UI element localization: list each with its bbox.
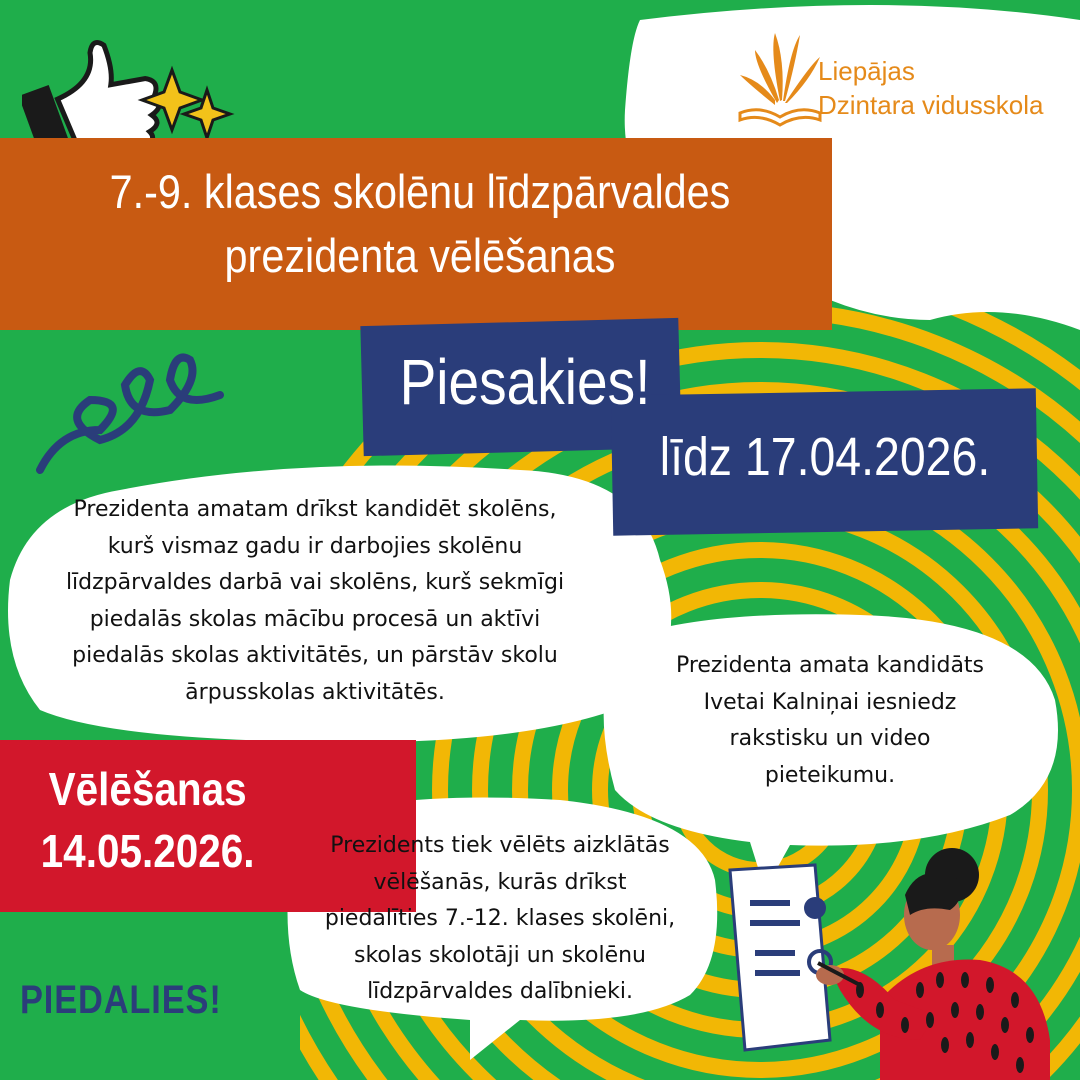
eligibility-line: ārpusskolas aktivitātēs. — [185, 679, 445, 705]
apply-label: Piesakies! — [399, 346, 651, 418]
candidate-line: Prezidenta amata kandidāts — [675, 653, 985, 678]
school-name — [818, 54, 1043, 122]
voting-note — [300, 828, 700, 1011]
candidate-note — [620, 648, 1040, 794]
school-logo-icon — [735, 25, 825, 130]
candidate-line: pieteikumu. — [764, 762, 896, 788]
call-to-action: PIEDALIES! — [20, 978, 222, 1022]
election-date: 14.05.2026. — [40, 825, 255, 877]
candidate-line: rakstisku un video — [729, 726, 931, 751]
candidate-line: Ivetai Kalniņai iesniedz — [703, 689, 957, 715]
eligibility-line: līdzpārvaldes darbā vai skolēns, kurš sekmīgi — [65, 570, 565, 595]
school-name-line2: Dzintara vidusskola — [818, 90, 1044, 120]
eligibility-text — [20, 492, 610, 711]
voting-line: vēlēšanās, kurās drīkst — [373, 869, 627, 895]
eligibility-line: kurš vismaz gadu ir darbojies skolēnu — [107, 533, 523, 559]
eligibility-line: piedalās skolas mācību procesā un aktīvi — [89, 606, 541, 632]
voting-line: Prezidents tiek vēlēts aizklātās — [330, 833, 670, 858]
swirl-doodle — [40, 358, 220, 471]
title-line2: prezidenta vēlēšanas — [224, 229, 616, 282]
voter-illustration-icon — [720, 840, 1060, 1080]
election-info — [20, 758, 275, 882]
eligibility-line: piedalās skolas aktivitātēs, un pārstāv skolu — [72, 643, 558, 668]
page-title — [68, 160, 772, 288]
voting-line: līdzpārvaldes dalībnieki. — [367, 979, 633, 1004]
voting-line: piedalīties 7.-12. klases skolēni, — [324, 906, 676, 931]
election-label: Vēlēšanas — [48, 763, 247, 815]
eligibility-line: Prezidenta amatam drīkst kandidēt skolēns, — [73, 497, 557, 522]
voting-line: skolas skolotāji un skolēnu — [354, 942, 646, 968]
title-line1: 7.-9. klases skolēnu līdzpārvaldes — [109, 165, 731, 218]
deadline-label: līdz 17.04.2026. — [659, 427, 991, 487]
school-name-line1: Liepājas — [818, 56, 915, 86]
